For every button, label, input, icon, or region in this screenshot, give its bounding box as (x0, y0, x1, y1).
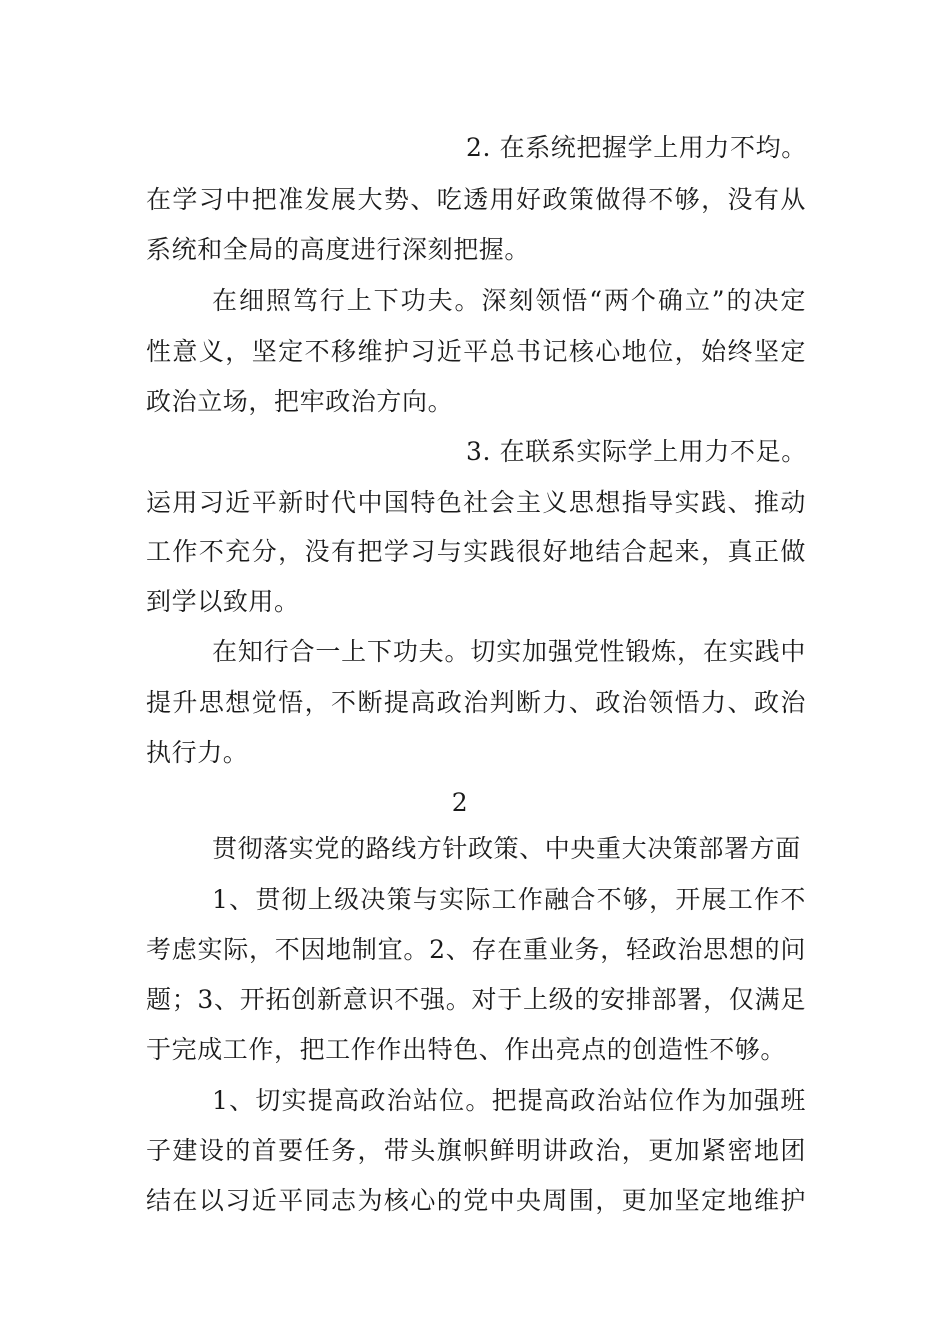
item-heading-2: 2. 在系统把握学上用力不均。 (466, 133, 807, 162)
paragraph-line: 性意义，坚定不移维护习近平总书记核心地位，始终坚定 (146, 337, 806, 366)
paragraph-line: 工作不充分，没有把学习与实践很好地结合起来，真正做 (146, 537, 806, 566)
item-heading-3: 3. 在联系实际学上用力不足。 (466, 437, 807, 466)
paragraph-line: 在细照笃行上下功夫。深刻领悟“两个确立”的决定 (212, 286, 806, 315)
paragraph-line: 结在以习近平同志为核心的党中央周围，更加坚定地维护 (146, 1186, 806, 1215)
paragraph-line: 系统和全局的高度进行深刻把握。 (146, 235, 531, 264)
paragraph-line: 运用习近平新时代中国特色社会主义思想指导实践、推动 (146, 488, 806, 517)
paragraph-line: 执行力。 (146, 738, 249, 767)
paragraph-line: 政治立场，把牢政治方向。 (146, 387, 454, 416)
paragraph-line: 于完成工作，把工作作出特色、作出亮点的创造性不够。 (146, 1035, 787, 1064)
paragraph-line: 1、贯彻上级决策与实际工作融合不够，开展工作不 (212, 885, 806, 914)
section-number: 2 (451, 788, 469, 817)
paragraph-line: 在知行合一上下功夫。切实加强党性锻炼，在实践中 (212, 637, 806, 666)
section-heading: 贯彻落实党的路线方针政策、中央重大决策部署方面 (212, 834, 801, 863)
paragraph-line: 在学习中把准发展大势、吃透用好政策做得不够，没有从 (146, 185, 806, 214)
paragraph-line: 提升思想觉悟，不断提高政治判断力、政治领悟力、政治 (146, 688, 806, 717)
paragraph-line: 1、切实提高政治站位。把提高政治站位作为加强班 (212, 1086, 806, 1115)
paragraph-line: 题；3、开拓创新意识不强。对于上级的安排部署，仅满足 (146, 985, 806, 1014)
paragraph-line: 到学以致用。 (146, 587, 300, 616)
paragraph-line: 子建设的首要任务，带头旗帜鲜明讲政治，更加紧密地团 (146, 1136, 806, 1165)
paragraph-line: 考虑实际，不因地制宜。2、存在重业务，轻政治思想的问 (146, 935, 806, 964)
